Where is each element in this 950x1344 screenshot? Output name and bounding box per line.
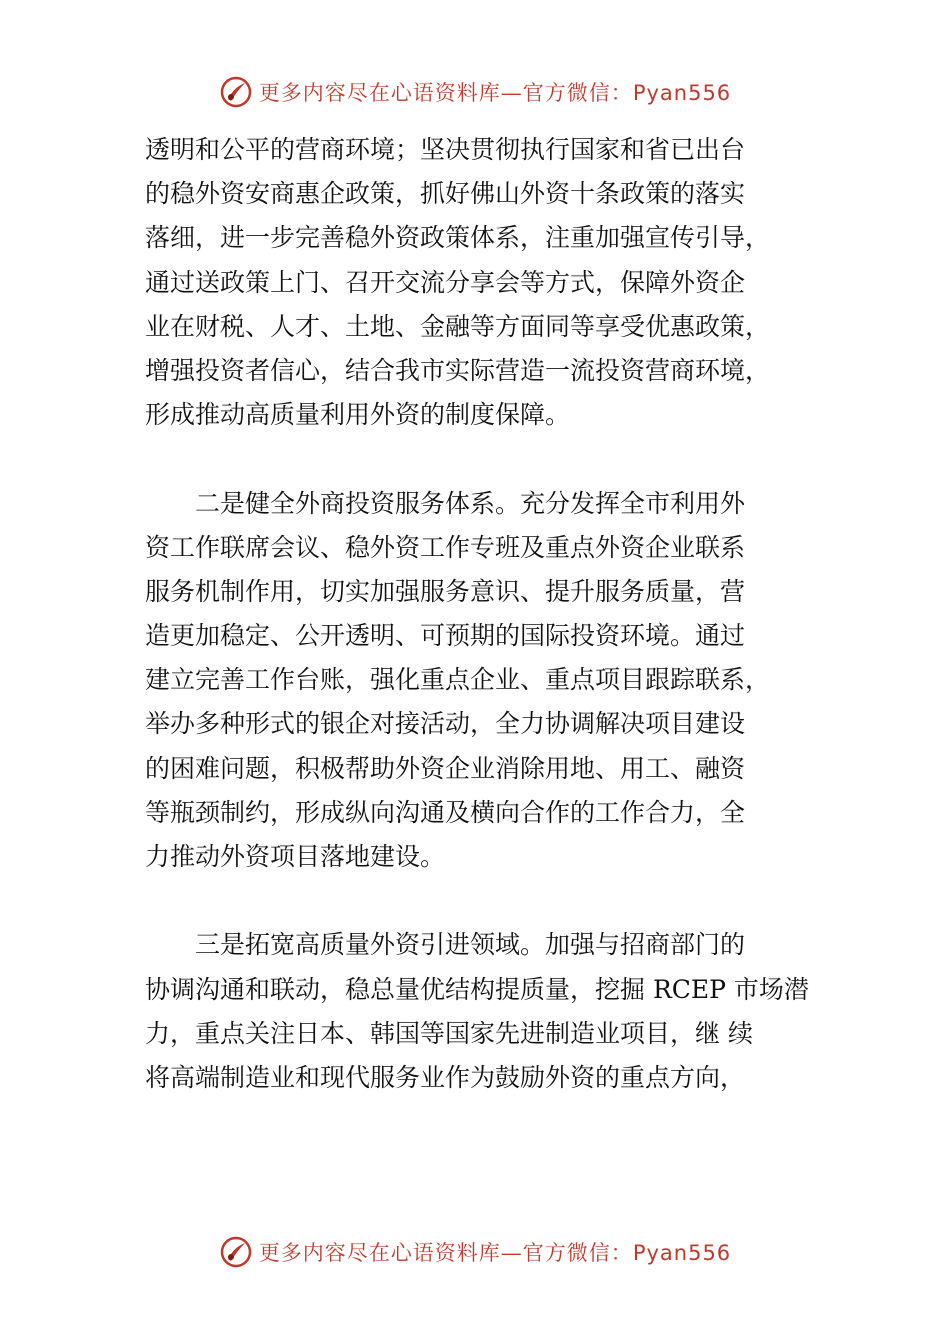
text-line: 举办多种形式的银企对接活动，全力协调解决项目建设: [145, 709, 746, 739]
document-body: [145, 128, 845, 1100]
text-line: 形成推动高质量利用外资的制度保障。: [145, 400, 571, 430]
text-line: 二是健全外商投资服务体系。充分发挥全市利用外: [195, 488, 746, 518]
text-line: 通过送政策上门、召开交流分享会等方式，保障外资企: [145, 267, 746, 297]
text-line: 透明和公平的营商环境；坚决贯彻执行国家和省已出台: [145, 135, 746, 164]
paragraph-1: [145, 128, 845, 437]
text-line: 将高端制造业和现代服务业作为鼓励外资的重点方向，: [145, 1062, 746, 1092]
header-banner: [0, 72, 950, 112]
paragraph-gap: [145, 879, 845, 923]
text-line: 三是拓宽高质量外资引进领域。加强与招商部门的: [195, 930, 746, 960]
text-line: 增强投资者信心，结合我市实际营造一流投资营商环境，: [145, 355, 771, 385]
text-line: 的困难问题，积极帮助外资企业消除用地、用工、融资: [145, 753, 746, 783]
text-line: 服务机制作用，切实加强服务意识、提升服务质量，营: [145, 576, 746, 606]
brush-logo-icon: [219, 75, 253, 109]
text-line: 力，重点关注日本、韩国等国家先进制造业项目，继 续: [145, 1018, 753, 1048]
paragraph-3: [145, 923, 845, 1100]
text-line: 的稳外资安商惠企政策，抓好佛山外资十条政策的落实: [145, 179, 746, 209]
text-line: 力推动外资项目落地建设。: [145, 842, 446, 871]
text-line: 落细，进一步完善稳外资政策体系，注重加强宣传引导，: [145, 223, 771, 253]
banner-text: 更多内容尽在心语资料库—官方微信：Pyan556: [258, 81, 732, 105]
text-line: 建立完善工作台账，强化重点企业、重点项目跟踪联系，: [145, 665, 771, 695]
paragraph-gap: [145, 437, 845, 481]
brush-logo-icon: [219, 1235, 253, 1269]
paragraph-2: [145, 482, 845, 880]
text-line: 协调沟通和联动，稳总量优结构提质量，挖掘 RCEP 市场潜: [145, 974, 809, 1004]
text-line: 造更加稳定、公开透明、可预期的国际投资环境。通过: [145, 621, 746, 651]
text-line: 等瓶颈制约，形成纵向沟通及横向合作的工作合力，全: [145, 797, 746, 827]
text-line: 资工作联席会议、稳外资工作专班及重点外资企业联系: [145, 532, 746, 562]
text-line: 业在财税、人才、土地、金融等方面同等享受优惠政策，: [145, 311, 771, 341]
footer-banner: [0, 1232, 950, 1272]
banner-text: 更多内容尽在心语资料库—官方微信：Pyan556: [258, 1241, 732, 1265]
